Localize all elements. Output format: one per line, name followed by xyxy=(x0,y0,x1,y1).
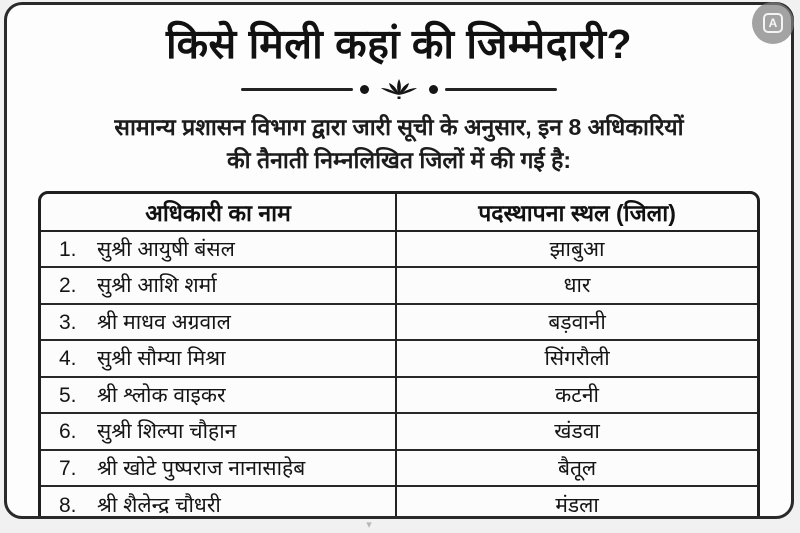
row-number: 2. xyxy=(59,274,77,298)
row-number: 4. xyxy=(59,347,77,371)
officer-name: श्री श्लोक वाइकर xyxy=(97,383,226,407)
table-row xyxy=(41,377,757,414)
subtitle-line-1: सामान्य प्रशासन विभाग द्वारा जारी सूची के अनुसार, इन 8 अधिकारियों xyxy=(114,114,684,140)
chevron-down-icon: ▾ xyxy=(366,519,372,531)
infographic-card xyxy=(4,2,794,519)
district-name: कटनी xyxy=(396,377,757,414)
table-row xyxy=(41,413,757,450)
row-number: 6. xyxy=(59,420,77,444)
district-name: मंडला xyxy=(396,486,757,519)
district-name: धार xyxy=(396,267,757,304)
select-text-button[interactable] xyxy=(752,2,794,44)
header-posting-district: पदस्थापना स्थल (जिला) xyxy=(396,194,757,231)
ornamental-divider xyxy=(7,77,791,101)
divider-line-left xyxy=(241,88,353,91)
officer-name: सुश्री आशि शर्मा xyxy=(97,274,217,298)
officer-name: श्री शैलेन्द्र चौधरी xyxy=(97,493,221,517)
district-name: सिंगरौली xyxy=(396,340,757,377)
officer-name: सुश्री सौम्या मिश्रा xyxy=(97,347,226,371)
table-row xyxy=(41,450,757,487)
officer-name: सुश्री आयुषी बंसल xyxy=(97,237,235,261)
select-text-icon: A xyxy=(763,13,783,33)
header-officer-name: अधिकारी का नाम xyxy=(41,194,396,231)
officers-table xyxy=(38,191,760,519)
subtitle xyxy=(7,111,791,178)
district-name: बैतूल xyxy=(396,450,757,487)
row-number: 5. xyxy=(59,383,77,407)
district-name: खंडवा xyxy=(396,413,757,450)
row-number: 7. xyxy=(59,456,77,480)
table-header-row xyxy=(41,194,757,231)
table-row xyxy=(41,340,757,377)
district-name: झाबुआ xyxy=(396,231,757,268)
table-row xyxy=(41,304,757,341)
officer-name: सुश्री शिल्पा चौहान xyxy=(97,420,237,444)
table-row xyxy=(41,267,757,304)
officer-name: श्री माधव अग्रवाल xyxy=(97,310,231,334)
table-row xyxy=(41,231,757,268)
row-number: 8. xyxy=(59,493,77,517)
subtitle-line-2: की तैनाती निम्नलिखित जिलों में की गई है: xyxy=(227,147,571,174)
district-name: बड़वानी xyxy=(396,304,757,341)
page-title: किसे मिली कहां की जिम्मेदारी? xyxy=(165,21,633,67)
row-number: 1. xyxy=(59,237,77,261)
fleuron-icon xyxy=(376,77,422,101)
table-row xyxy=(41,486,757,519)
divider-dot-left xyxy=(360,85,369,94)
officer-name: श्री खोटे पुष्पराज नानासाहेब xyxy=(97,456,306,480)
divider-line-right xyxy=(445,88,557,91)
row-number: 3. xyxy=(59,310,77,334)
divider-dot-right xyxy=(429,85,438,94)
